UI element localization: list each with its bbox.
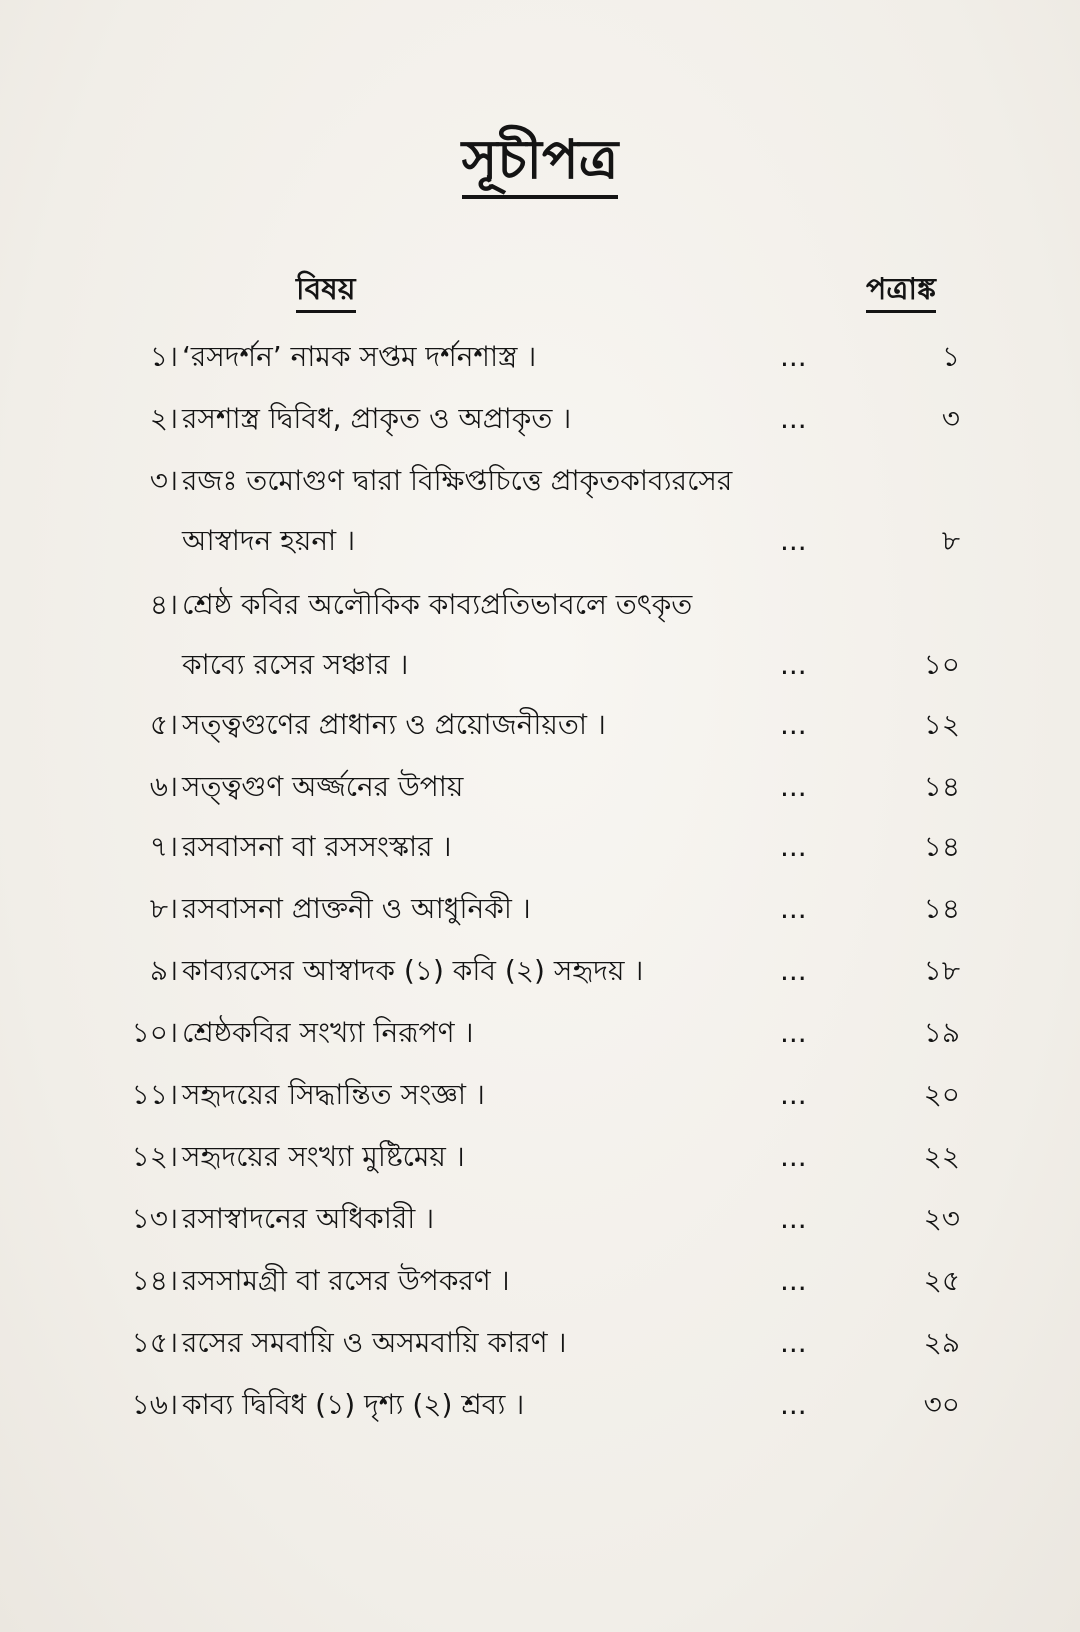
entry-page-number: ১৪ (923, 770, 960, 803)
entry-title: শ্রেষ্ঠকবির সংখ্যা নিরূপণ । (182, 1016, 474, 1049)
entry-page-number: ২৫ (923, 1264, 960, 1297)
topic-column-header (296, 270, 356, 313)
toc-entry (0, 700, 1080, 750)
entry-title: সত্ত্বগুণ অর্জ্জনের উপায় (182, 770, 464, 803)
entry-number: ১। (149, 340, 178, 373)
entry-page-number: ২২ (923, 1140, 960, 1173)
dot-leader: ... (780, 524, 807, 557)
entry-number: ৭। (149, 830, 178, 863)
entry-title: কাব্য দ্বিবিধ (১) দৃশ্য (২) শ্রব্য । (182, 1388, 525, 1421)
entry-title: শ্রেষ্ঠ কবির অলৌকিক কাব্যপ্রতিভাবলে তৎকৃত (182, 588, 693, 621)
entry-number: ৩। (149, 464, 178, 497)
entry-title: কাব্যরসের আস্বাদক (১) কবি (২) সহৃদয় । (182, 954, 644, 987)
entry-page-number: ২০ (923, 1078, 960, 1111)
entry-number: ৬। (149, 770, 178, 803)
page-header-text: পত্রাঙ্ক (866, 270, 936, 313)
entry-number: ১৪। (131, 1264, 178, 1297)
toc-entry (0, 332, 1080, 382)
entry-number: ৫। (149, 708, 178, 741)
toc-entry (0, 822, 1080, 872)
entry-number: ১৩। (131, 1202, 178, 1235)
toc-entry (0, 946, 1080, 996)
entry-number: ২। (149, 402, 178, 435)
toc-entry (0, 1194, 1080, 1244)
dot-leader: ... (780, 1388, 807, 1421)
entry-title: রসবাসনা প্রাক্তনী ও আধুনিকী । (182, 892, 531, 925)
toc-entry (0, 884, 1080, 934)
entry-number: ১৬। (131, 1388, 178, 1421)
entry-title: রসবাসনা বা রসসংস্কার । (182, 830, 452, 863)
entry-page-number: ১৪ (923, 830, 960, 863)
entry-page-number: ১৪ (923, 892, 960, 925)
entry-title: রসশাস্ত্র দ্বিবিধ, প্রাকৃত ও অপ্রাকৃত । (182, 402, 572, 435)
entry-page-number: ১৮ (923, 954, 960, 987)
entry-page-number: ২৩ (923, 1202, 960, 1235)
entry-title: রসের সমবায়ি ও অসমবায়ি কারণ । (182, 1326, 567, 1359)
entry-number: ৪। (149, 588, 178, 621)
entry-page-number: ২৯ (923, 1326, 960, 1359)
topic-header-text: বিষয় (296, 270, 356, 313)
dot-leader: ... (780, 1326, 807, 1359)
entry-title: রসাস্বাদনের অধিকারী । (182, 1202, 435, 1235)
entry-title: আস্বাদন হয়না । (182, 524, 356, 557)
toc-entry (0, 762, 1080, 812)
toc-entry (0, 1070, 1080, 1120)
entry-number: ৯। (149, 954, 178, 987)
dot-leader: ... (780, 402, 807, 435)
toc-entry (0, 394, 1080, 444)
dot-leader: ... (780, 1140, 807, 1173)
entry-page-number: ১২ (923, 708, 960, 741)
entry-page-number: ৮ (941, 524, 960, 557)
entry-number: ১১। (131, 1078, 178, 1111)
entry-page-number: ১ (941, 340, 960, 373)
dot-leader: ... (780, 1264, 807, 1297)
dot-leader: ... (780, 340, 807, 373)
entry-number: ১০। (131, 1016, 178, 1049)
dot-leader: ... (780, 954, 807, 987)
toc-entry (0, 1008, 1080, 1058)
dot-leader: ... (780, 892, 807, 925)
entry-title: সহৃদয়ের সংখ্যা মুষ্টিমেয় । (182, 1140, 465, 1173)
toc-entry (0, 1132, 1080, 1182)
dot-leader: ... (780, 830, 807, 863)
toc-entry (0, 1318, 1080, 1368)
toc-entry (0, 1380, 1080, 1430)
entry-title: রসসামগ্রী বা রসের উপকরণ । (182, 1264, 510, 1297)
page-title (0, 128, 1080, 199)
dot-leader: ... (780, 1078, 807, 1111)
entry-page-number: ৩০ (923, 1388, 960, 1421)
entry-title: সত্ত্বগুণের প্রাধান্য ও প্রয়োজনীয়তা । (182, 708, 606, 741)
page-title-text: সূচীপত্র (462, 128, 619, 199)
entry-number: ৮। (149, 892, 178, 925)
toc-entry (0, 640, 1080, 690)
entry-title: সহৃদয়ের সিদ্ধান্তিত সংজ্ঞা । (182, 1078, 485, 1111)
entry-page-number: ৩ (941, 402, 960, 435)
dot-leader: ... (780, 648, 807, 681)
entry-title: ‘রসদর্শন’ নামক সপ্তম দর্শনশাস্ত্র । (182, 340, 537, 373)
dot-leader: ... (780, 1202, 807, 1235)
entry-number: ১২। (131, 1140, 178, 1173)
entry-title: রজঃ তমোগুণ দ্বারা বিক্ষিপ্তচিত্তে প্রাকৃতকাব্যরসের (182, 464, 733, 497)
toc-entry (0, 456, 1080, 506)
dot-leader: ... (780, 770, 807, 803)
entry-number: ১৫। (131, 1326, 178, 1359)
dot-leader: ... (780, 1016, 807, 1049)
toc-entry (0, 1256, 1080, 1306)
dot-leader: ... (780, 708, 807, 741)
entry-page-number: ১৯ (923, 1016, 960, 1049)
toc-entry (0, 516, 1080, 566)
entry-title: কাব্যে রসের সঞ্চার । (182, 648, 409, 681)
entry-page-number: ১০ (923, 648, 960, 681)
toc-entry (0, 580, 1080, 630)
page-column-header (866, 270, 936, 313)
